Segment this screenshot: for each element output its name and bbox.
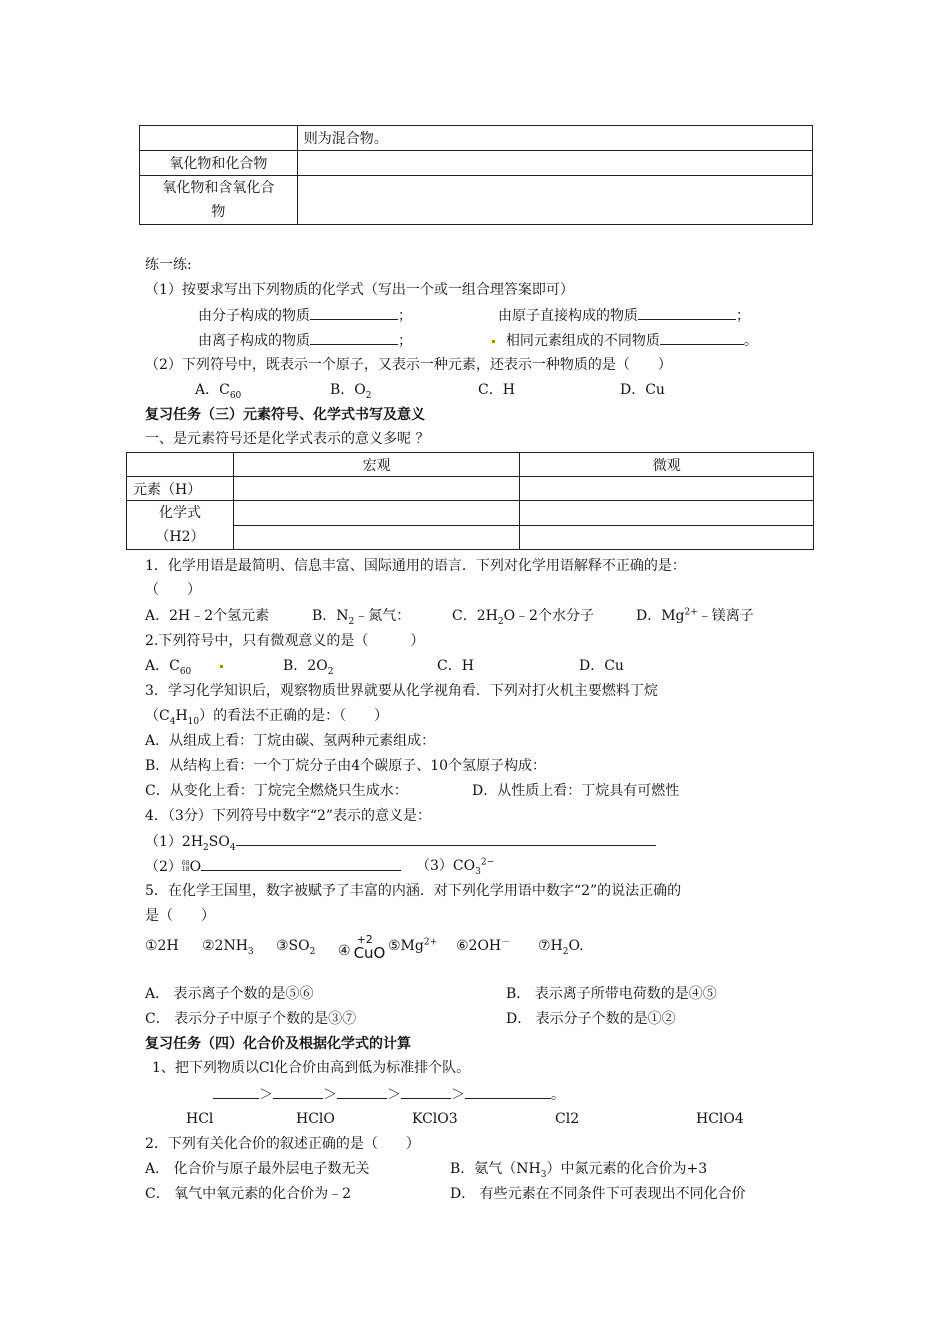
answer-blank[interactable] <box>213 1085 259 1099</box>
gt-sign: ＞ <box>259 1087 273 1103</box>
t: ⑥2OH <box>456 938 502 954</box>
answer-blank[interactable] <box>660 331 744 345</box>
sub: 2 <box>348 616 355 627</box>
q5-stem: 5．在化学王国里，数字被赋予了丰富的内涵．对下列化学用语中数字“2”的说法正确的 <box>145 883 682 899</box>
answer-blank[interactable] <box>310 331 398 345</box>
q1-bracket: （ ） <box>145 582 201 598</box>
table1-cell <box>140 126 298 151</box>
q3-stem-2 <box>145 707 388 725</box>
ordering-blanks: ＞ ＞ ＞ ＞ 。 <box>213 1085 565 1104</box>
row-header-element: 元素（H） <box>127 477 234 501</box>
punct: ； <box>398 308 412 324</box>
q5-option-d[interactable]: D． 表示分子个数的是①② <box>506 1011 676 1027</box>
q5-stem-2: 是（ ） <box>145 908 215 924</box>
q5-item-6 <box>456 937 510 955</box>
answer-blank[interactable] <box>236 832 656 846</box>
sub: 10 <box>187 716 200 727</box>
t: ⑦H <box>538 938 563 954</box>
practice-q1-b <box>498 306 750 325</box>
option-text: A．C <box>195 382 230 398</box>
compound-hclo4: HClO4 <box>696 1111 744 1127</box>
q2-option-c[interactable]: C．H <box>437 658 474 674</box>
q5-option-b[interactable]: B． 表示离子所带电荷数的是④⑤ <box>506 986 717 1002</box>
t: （2） <box>145 859 182 875</box>
option-text: B．O <box>330 382 366 398</box>
q1-option-b[interactable] <box>312 607 410 625</box>
t4-q2-option-a[interactable]: A． 化合价与原子最外层电子数无关 <box>145 1161 370 1177</box>
gt-sign: ＞ <box>387 1087 401 1103</box>
formula: CuO <box>353 944 386 962</box>
sub: 2 <box>309 946 316 957</box>
t: （3）CO <box>416 858 476 874</box>
q5-item-1: ①2H <box>145 938 179 954</box>
answer-blank[interactable] <box>337 1085 387 1099</box>
t4-q1: 1、把下列物质以Cl化合价由高到低为标准排个队。 <box>152 1060 471 1076</box>
gt-sign: ＞ <box>323 1087 337 1103</box>
table1-cell <box>140 176 298 225</box>
sup: 2+ <box>423 937 438 948</box>
subscript: 60 <box>229 390 242 401</box>
t: B．氨气（NH <box>450 1161 541 1177</box>
q5-item-7: $⑦H_2O$. <box>538 938 584 957</box>
table-cell[interactable] <box>233 477 520 501</box>
table1-cell <box>297 176 812 225</box>
q2-stem: 2.下列符号中，只有微观意义的是（ ） <box>145 633 425 649</box>
punct: ； <box>736 308 750 324</box>
compound-hcl: HCl <box>186 1111 214 1127</box>
q3-stem: 3．学习化学知识后，观察物质世界就要从化学视角看．下列对打火机主要燃料丁烷 <box>145 683 658 699</box>
t4-q2-option-d[interactable]: D． 有些元素在不同条件下可表现出不同化合价 <box>450 1186 746 1202</box>
sub: 3 <box>475 866 481 877</box>
section-title-task3: 复习任务（三）元素符号、化学式书写及意义 <box>145 407 425 423</box>
t: ﹣氮气： <box>354 608 411 624</box>
section-title-task4: 复习任务（四）化合价及根据化学式的计算 <box>145 1036 411 1052</box>
sub: 60 <box>179 666 192 677</box>
q2-option-b[interactable] <box>283 657 333 675</box>
gt-sign: ＞ <box>451 1087 465 1103</box>
q3-option-c[interactable]: C．从变化上看：丁烷完全燃烧只生成水： <box>145 783 408 799</box>
answer-blank[interactable] <box>638 306 736 320</box>
classification-table <box>139 125 813 225</box>
sup: 2+ <box>684 607 698 618</box>
t: C．2H <box>452 608 498 624</box>
label: 由原子直接构成的物质 <box>498 308 638 324</box>
compound-hclo: HClO <box>296 1111 335 1127</box>
t: （C <box>145 708 170 724</box>
q3-option-a[interactable]: A．从组成上看：丁烷由碳、氢两种元素组成： <box>145 733 436 749</box>
q4-item-3 <box>416 857 494 875</box>
q1-stem: 1．化学用语是最简明、信息丰富、国际通用的语言．下列对化学用语解释不正确的是： <box>145 558 686 574</box>
t4-q2-option-c[interactable]: C． 氧气中氧元素的化合价为﹣2 <box>145 1186 352 1202</box>
q4-item-2 <box>145 857 401 876</box>
label: 由离子构成的物质 <box>198 333 310 349</box>
q2-option-d[interactable]: D．Cu <box>579 658 624 674</box>
task3-intro: 一、是元素符号还是化学式表示的意义多呢 ？ <box>145 431 430 447</box>
table-cell[interactable] <box>520 501 814 526</box>
sub: 3 <box>540 1169 547 1180</box>
punct: 。 <box>743 333 758 349</box>
t: ④ <box>338 943 351 959</box>
t: A．C <box>145 658 180 674</box>
table1-cell: 则为混合物。 <box>297 126 812 151</box>
practice-q1-a <box>198 306 412 325</box>
table1-cell <box>297 151 812 176</box>
option-b[interactable] <box>330 381 372 399</box>
answer-blank[interactable] <box>465 1085 551 1099</box>
t: ）中氮元素的化合价为+3 <box>546 1161 708 1177</box>
sub: 2 <box>497 616 504 627</box>
t4-q2-option-b[interactable] <box>450 1160 707 1178</box>
q5-option-a[interactable]: A． 表示离子个数的是⑤⑥ <box>145 986 314 1002</box>
table1-label: 物 <box>211 204 226 220</box>
sub: 3 <box>247 946 254 957</box>
table1-label: 氧化物和含氧化合 <box>162 180 275 196</box>
table-cell[interactable] <box>233 525 520 550</box>
q4-item-1 <box>145 832 656 851</box>
answer-blank[interactable] <box>310 306 398 320</box>
t: O <box>189 859 202 875</box>
t: B．2O <box>283 658 328 674</box>
option-a[interactable] <box>195 381 241 399</box>
practice-q1-d <box>490 331 758 350</box>
sub: 2 <box>562 946 569 957</box>
q4-stem: 4．（3分）下列符号中数字“2”表示的意义是： <box>145 808 432 824</box>
t: ⑤Mg <box>388 938 424 954</box>
row-label: 化学式 <box>158 505 201 521</box>
table-cell[interactable] <box>520 477 814 501</box>
compound-kclo3: KClO3 <box>412 1111 458 1127</box>
meaning-table <box>126 452 814 550</box>
t: SO <box>208 834 230 850</box>
q1-option-c[interactable] <box>452 607 594 625</box>
subscript: 2 <box>365 390 372 401</box>
sup: － <box>501 937 511 948</box>
table-cell[interactable] <box>520 525 814 550</box>
sub: 4 <box>169 716 176 727</box>
table-cell[interactable] <box>233 501 520 526</box>
answer-blank[interactable] <box>401 1085 451 1099</box>
q1-option-a[interactable]: A．2H﹣2个氢元素 <box>145 608 270 624</box>
label: 相同元素组成的不同物质 <box>505 333 660 349</box>
row-header-formula <box>127 501 234 550</box>
t: ②2NH <box>202 938 248 954</box>
t: D．Mg <box>636 608 685 624</box>
answer-blank[interactable] <box>201 857 401 871</box>
valence-mark: +2 <box>356 933 373 946</box>
t: B．N <box>312 608 349 624</box>
q3-option-d[interactable]: D．从性质上看：丁烷具有可燃性 <box>472 783 680 799</box>
t: ③SO <box>276 938 310 954</box>
col-header-macro: 宏观 <box>233 453 520 477</box>
q5-item-2 <box>202 937 254 955</box>
t: O﹣2个水分子 <box>503 608 594 624</box>
label: 由分子构成的物质 <box>198 308 310 324</box>
sub: 2 <box>203 842 209 853</box>
practice-q1: （1）按要求写出下列物质的化学式（写出一个或一组合理答案即可） <box>145 282 574 298</box>
option-c[interactable]: C．H <box>478 382 515 398</box>
t: （1）2H <box>145 834 204 850</box>
t: ﹣镁离子 <box>697 608 754 624</box>
answer-blank[interactable] <box>273 1085 323 1099</box>
oxidation-notation <box>351 933 391 962</box>
table-corner <box>127 453 234 477</box>
dot-mark <box>220 665 223 668</box>
practice-q2: （2）下列符号中，既表示一个原子，又表示一种元素，还表示一种物质的是（ ） <box>145 357 672 373</box>
q5-item-4 <box>338 933 391 962</box>
q2-option-a[interactable] <box>145 657 225 675</box>
table1-cell: 氧化物和化合物 <box>140 151 298 176</box>
row-label: （H2） <box>155 529 205 545</box>
practice-heading: 练一练: <box>145 257 192 273</box>
q5-item-3 <box>276 937 315 955</box>
compound-cl2: Cl2 <box>555 1111 580 1127</box>
q3-option-b[interactable]: B．从结构上看：一个丁烷分子由4个碳原子、10个氢原子构成： <box>145 758 547 774</box>
punct: ； <box>398 333 412 349</box>
t4-q2: 2．下列有关化合价的叙述正确的是（ ） <box>145 1136 420 1152</box>
t: ）的看法不正确的是：（ ） <box>199 708 389 724</box>
dot-mark <box>492 340 495 343</box>
option-d[interactable]: D．Cu <box>620 382 665 398</box>
sub: 4 <box>229 842 236 853</box>
sup: 2− <box>480 857 495 868</box>
isotope-mark: 68 18 <box>181 860 190 873</box>
q5-item-5 <box>388 937 437 955</box>
col-header-micro: 微观 <box>520 453 814 477</box>
q1-option-d[interactable] <box>636 607 754 625</box>
practice-q1-c <box>198 331 412 350</box>
sub: 2 <box>327 666 334 677</box>
q5-option-c[interactable]: C． 表示分子中原子个数的是③⑦ <box>145 1011 357 1027</box>
t: H <box>175 708 188 724</box>
